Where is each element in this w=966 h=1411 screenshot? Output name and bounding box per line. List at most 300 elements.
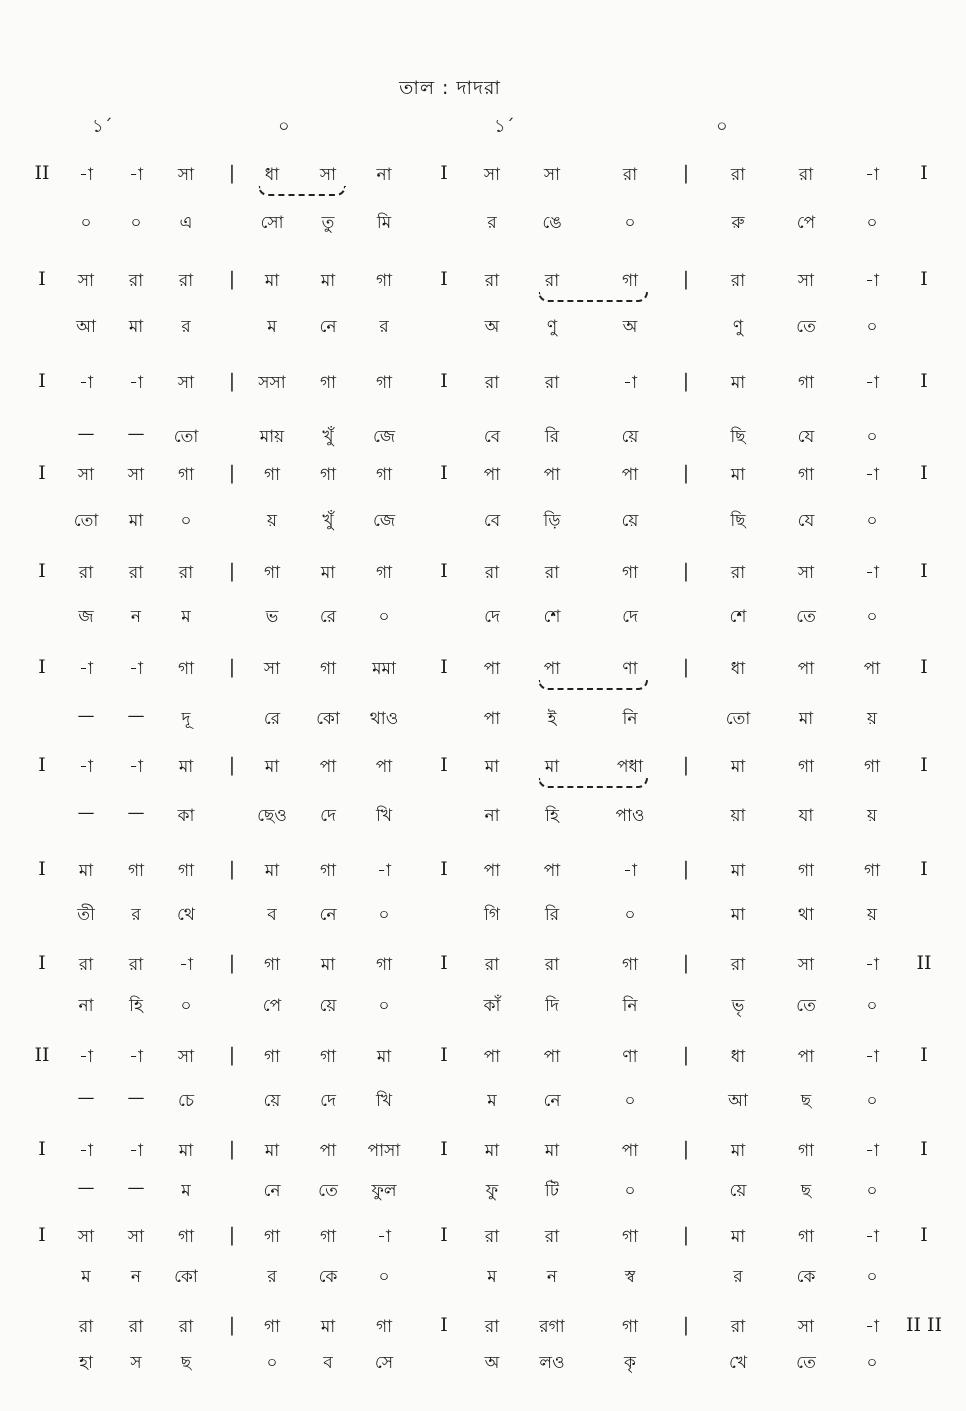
start-barline: I <box>38 268 46 290</box>
swara-note: রা <box>484 373 500 393</box>
lyric-syllable: য়ে <box>621 427 639 447</box>
lyric-syllable: কৃ <box>624 1353 636 1373</box>
swara-note: -া <box>377 1227 391 1247</box>
barline: | <box>682 1044 690 1066</box>
swara-note: পা <box>319 1141 337 1161</box>
swara-note: সা <box>77 271 95 291</box>
swara-note: গা <box>621 1227 639 1247</box>
lyric-syllable: ০ <box>266 1353 278 1373</box>
swara-note: রা <box>544 271 560 291</box>
start-barline: I <box>38 1138 46 1160</box>
lyric-syllable: ভৃ <box>731 996 745 1016</box>
barline: | <box>682 162 690 184</box>
lyric-syllable: — <box>127 424 145 444</box>
start-barline: I <box>38 858 46 880</box>
swara-note: ধা <box>730 1047 746 1067</box>
lyric-syllable: ম <box>267 317 277 337</box>
lyric-syllable: ০ <box>180 511 192 531</box>
swara-note: সসা <box>258 373 286 393</box>
swara-note: মা <box>484 1141 500 1161</box>
swara-note: -া <box>79 1141 93 1161</box>
swara-note: গা <box>177 861 195 881</box>
lyric-syllable: পা <box>483 709 501 729</box>
lyric-syllable: র <box>267 1267 277 1287</box>
lyric-syllable: নে <box>319 317 337 337</box>
swara-note: সা <box>797 563 815 583</box>
lyric-syllable: বে <box>483 511 501 531</box>
barline: | <box>682 462 690 484</box>
swara-note: মা <box>484 757 500 777</box>
lyric-syllable: ভ <box>265 607 279 627</box>
lyric-syllable: ০ <box>866 1091 878 1111</box>
swara-note: গা <box>375 373 393 393</box>
swara-note: গা <box>319 1227 337 1247</box>
lyric-syllable: যে <box>797 427 815 447</box>
swara-note: -া <box>865 165 879 185</box>
lyric-syllable: ০ <box>130 213 142 233</box>
lyric-syllable: রি <box>544 427 560 447</box>
lyric-syllable: দূ <box>181 709 191 729</box>
lyric-syllable: র <box>487 213 497 233</box>
lyric-syllable: থে <box>177 905 195 925</box>
barline: I <box>440 858 448 880</box>
start-barline: I <box>38 462 46 484</box>
lyric-syllable: নে <box>263 1181 281 1201</box>
barline: | <box>228 268 236 290</box>
end-barline: I <box>920 268 928 290</box>
lyric-syllable: যা <box>798 806 814 826</box>
swara-note: রা <box>730 563 746 583</box>
swara-note: গা <box>319 659 337 679</box>
swara-note: -া <box>865 1047 879 1067</box>
swara-note: গা <box>263 1047 281 1067</box>
lyric-syllable: ছি <box>730 511 746 531</box>
swara-note: সা <box>177 373 195 393</box>
barline: I <box>440 268 448 290</box>
swara-note: সা <box>127 465 145 485</box>
swara-note: গা <box>319 861 337 881</box>
lyric-syllable: নে <box>319 905 337 925</box>
lyric-syllable: ০ <box>866 213 878 233</box>
swara-note: -া <box>623 861 637 881</box>
lyric-syllable: — <box>127 803 145 823</box>
lyric-syllable: ন <box>130 1267 142 1287</box>
swara-note: পা <box>543 1047 561 1067</box>
lyric-syllable: কে <box>318 1267 338 1287</box>
swara-note: মা <box>544 1141 560 1161</box>
barline: | <box>682 268 690 290</box>
swara-note: -া <box>865 563 879 583</box>
swara-note: গা <box>863 861 881 881</box>
swara-note: পা <box>375 757 393 777</box>
lyric-syllable: ০ <box>378 905 390 925</box>
barline: I <box>440 560 448 582</box>
lyric-syllable: অ <box>622 317 638 337</box>
swara-note: মা <box>78 861 94 881</box>
end-barline: I <box>920 560 928 582</box>
lyric-syllable: ণু <box>546 317 558 337</box>
swara-note: গা <box>127 861 145 881</box>
swara-note: গা <box>375 563 393 583</box>
lyric-syllable: শে <box>543 607 561 627</box>
swara-note: রা <box>544 955 560 975</box>
swara-note: -া <box>865 1141 879 1161</box>
lyric-syllable: কাঁ <box>483 996 501 1016</box>
swara-note: রা <box>128 563 144 583</box>
swara-note: মা <box>730 1141 746 1161</box>
swara-note: পা <box>543 465 561 485</box>
barline: I <box>440 1044 448 1066</box>
lyric-syllable: ০ <box>866 511 878 531</box>
start-barline: II <box>34 162 50 184</box>
lyric-syllable: শে <box>729 607 747 627</box>
swara-note: পা <box>797 1047 815 1067</box>
swara-note: -া <box>129 373 143 393</box>
barline: | <box>682 656 690 678</box>
lyric-syllable: নি <box>622 709 638 729</box>
lyric-syllable: জ <box>78 607 94 627</box>
lyric-syllable: ব <box>267 905 277 925</box>
swara-note: গা <box>319 1047 337 1067</box>
lyric-syllable: র <box>379 317 389 337</box>
lyric-syllable: — <box>127 706 145 726</box>
swara-note: -া <box>129 659 143 679</box>
swara-note: ধা <box>264 165 280 185</box>
barline: I <box>440 162 448 184</box>
barline: I <box>440 1138 448 1160</box>
swara-note: গা <box>177 465 195 485</box>
swara-note: গা <box>621 1317 639 1337</box>
lyric-syllable: তী <box>77 905 95 925</box>
swara-note: গা <box>621 955 639 975</box>
lyric-syllable: বে <box>483 427 501 447</box>
swara-note: -া <box>79 1047 93 1067</box>
lyric-syllable: য়ে <box>621 511 639 531</box>
lyric-syllable: ড়ি <box>543 511 561 531</box>
start-barline: I <box>38 1224 46 1246</box>
swara-note: রা <box>484 1227 500 1247</box>
swara-note: মা <box>264 271 280 291</box>
lyric-syllable: স <box>130 1353 142 1373</box>
end-barline: I <box>920 162 928 184</box>
lyric-syllable: কো <box>316 709 340 729</box>
lyric-syllable: — <box>77 1088 95 1108</box>
swara-note: রা <box>622 165 638 185</box>
lyric-syllable: ০ <box>378 607 390 627</box>
lyric-syllable: য়ে <box>263 1091 281 1111</box>
swara-note: রা <box>78 563 94 583</box>
swara-note: -া <box>129 165 143 185</box>
swara-note: পা <box>797 659 815 679</box>
barline: | <box>228 560 236 582</box>
swara-note: সা <box>177 1047 195 1067</box>
barline: | <box>682 952 690 974</box>
swara-note: মা <box>178 757 194 777</box>
swara-note: পা <box>543 861 561 881</box>
barline: I <box>440 754 448 776</box>
swara-note: মা <box>320 1317 336 1337</box>
barline: | <box>682 560 690 582</box>
swara-note: -া <box>377 861 391 881</box>
barline: | <box>228 656 236 678</box>
swara-note: মা <box>264 861 280 881</box>
lyric-syllable: য় <box>866 905 878 925</box>
barline: I <box>440 462 448 484</box>
swara-note: সা <box>483 165 501 185</box>
barline: | <box>228 462 236 484</box>
swara-note: মা <box>544 757 560 777</box>
swara-note: সা <box>263 659 281 679</box>
start-barline: I <box>38 656 46 678</box>
start-barline: I <box>38 754 46 776</box>
lyric-syllable: — <box>127 1088 145 1108</box>
lyric-syllable: য়ে <box>729 1181 747 1201</box>
swara-note: -া <box>79 165 93 185</box>
swara-note: মা <box>730 1227 746 1247</box>
lyric-syllable: ০ <box>866 607 878 627</box>
swara-note: মা <box>376 1047 392 1067</box>
lyric-syllable: ০ <box>378 996 390 1016</box>
barline: | <box>682 370 690 392</box>
lyric-syllable: তে <box>796 996 816 1016</box>
lyric-syllable: ছ <box>180 1353 192 1373</box>
lyric-syllable: দে <box>320 1091 336 1111</box>
barline: I <box>440 1224 448 1246</box>
swara-note: -া <box>79 757 93 777</box>
lyric-syllable: রে <box>319 607 337 627</box>
lyric-syllable: ম <box>181 607 191 627</box>
lyric-syllable: তে <box>796 607 816 627</box>
lyric-syllable: ০ <box>624 905 636 925</box>
swara-note: গা <box>263 955 281 975</box>
barline: | <box>228 1314 236 1336</box>
swara-note: গা <box>263 1317 281 1337</box>
lyric-syllable: য় <box>866 709 878 729</box>
swara-note: -া <box>129 757 143 777</box>
swara-note: গা <box>177 1227 195 1247</box>
lyric-syllable: না <box>78 996 94 1016</box>
swara-note: পা <box>621 465 639 485</box>
lyric-syllable: ম <box>487 1267 497 1287</box>
swara-note: মা <box>320 955 336 975</box>
end-barline: I <box>920 1224 928 1246</box>
swara-note: গা <box>621 563 639 583</box>
swara-note: গা <box>797 861 815 881</box>
lyric-syllable: মা <box>128 511 144 531</box>
swara-note: পা <box>483 861 501 881</box>
end-barline: I <box>920 370 928 392</box>
swara-note: পা <box>543 659 561 679</box>
lyric-syllable: র <box>181 317 191 337</box>
lyric-syllable: ০ <box>866 1267 878 1287</box>
lyric-syllable: র <box>733 1267 743 1287</box>
lyric-syllable: তে <box>796 317 816 337</box>
barline: | <box>682 1314 690 1336</box>
swara-note: গা <box>863 757 881 777</box>
lyric-syllable: মা <box>798 709 814 729</box>
swara-note: মা <box>320 563 336 583</box>
lyric-syllable: মি <box>376 213 392 233</box>
lyric-syllable: সো <box>260 213 284 233</box>
swara-note: গা <box>797 1227 815 1247</box>
lyric-syllable: পে <box>262 996 282 1016</box>
slur-mark <box>538 680 648 690</box>
swara-note: -া <box>129 1047 143 1067</box>
end-barline: I <box>920 1044 928 1066</box>
lyric-syllable: ফু <box>485 1181 499 1201</box>
lyric-syllable: ফুল <box>371 1181 397 1201</box>
swara-note: গা <box>797 1141 815 1161</box>
swara-note: মা <box>730 757 746 777</box>
lyric-syllable: থা <box>798 905 814 925</box>
beat-mark-4: ০ <box>716 116 728 137</box>
slur-mark <box>538 778 648 788</box>
lyric-syllable: — <box>77 424 95 444</box>
swara-note: -া <box>129 1141 143 1161</box>
lyric-syllable: দি <box>545 996 559 1016</box>
swara-note: পা <box>483 659 501 679</box>
lyric-syllable: ই <box>547 709 557 729</box>
swara-note: রা <box>178 1317 194 1337</box>
swara-note: গা <box>797 757 815 777</box>
start-barline: I <box>38 952 46 974</box>
swara-note: রা <box>78 955 94 975</box>
swara-note: রা <box>178 271 194 291</box>
swara-note: গা <box>375 271 393 291</box>
lyric-syllable: মা <box>730 905 746 925</box>
swara-note: সা <box>797 1317 815 1337</box>
beat-mark-1: ১´ <box>92 116 113 137</box>
end-barline: I <box>920 858 928 880</box>
end-barline: I <box>920 1138 928 1160</box>
lyric-syllable: ০ <box>866 1353 878 1373</box>
swara-note: রা <box>544 373 560 393</box>
lyric-syllable: পাও <box>615 806 645 826</box>
lyric-syllable: — <box>127 1178 145 1198</box>
lyric-syllable: মা <box>128 317 144 337</box>
lyric-syllable: ০ <box>866 996 878 1016</box>
swara-note: -া <box>865 271 879 291</box>
lyric-syllable: খি <box>375 806 393 826</box>
lyric-syllable: লও <box>539 1353 565 1373</box>
lyric-syllable: মায় <box>259 427 285 447</box>
swara-note: পাসা <box>367 1141 401 1161</box>
swara-note: -া <box>79 659 93 679</box>
lyric-syllable: তো <box>725 709 751 729</box>
barline: I <box>440 952 448 974</box>
swara-note: সা <box>77 1227 95 1247</box>
lyric-syllable: য় <box>866 806 878 826</box>
swara-note: পধা <box>617 757 643 777</box>
swara-note: মা <box>730 373 746 393</box>
swara-note: মা <box>178 1141 194 1161</box>
lyric-syllable: জে <box>372 427 396 447</box>
swara-note: -া <box>79 373 93 393</box>
barline: | <box>682 1224 690 1246</box>
swara-note: পা <box>621 1141 639 1161</box>
swara-note: মা <box>264 1141 280 1161</box>
swara-note: গা <box>263 1227 281 1247</box>
swara-note: মা <box>320 271 336 291</box>
swara-note: না <box>376 165 392 185</box>
start-barline: I <box>38 370 46 392</box>
lyric-syllable: নে <box>543 1091 561 1111</box>
barline: | <box>228 1224 236 1246</box>
swara-note: গা <box>797 465 815 485</box>
swara-note: সা <box>797 955 815 975</box>
lyric-syllable: রে <box>263 709 281 729</box>
swara-note: রা <box>544 1227 560 1247</box>
swara-note: রা <box>730 955 746 975</box>
swara-note: রা <box>544 563 560 583</box>
swara-note: গা <box>263 465 281 485</box>
end-barline: I <box>920 754 928 776</box>
lyric-syllable: — <box>77 706 95 726</box>
lyric-syllable: তু <box>321 213 335 233</box>
swara-note: -া <box>865 373 879 393</box>
lyric-syllable: কা <box>177 806 195 826</box>
swara-note: গা <box>319 373 337 393</box>
swara-note: -া <box>865 465 879 485</box>
swara-note: গা <box>375 955 393 975</box>
lyric-syllable: য়ে <box>319 996 337 1016</box>
swara-note: পা <box>483 465 501 485</box>
lyric-syllable: দে <box>320 806 336 826</box>
lyric-syllable: চে <box>177 1091 195 1111</box>
lyric-syllable: র <box>131 905 141 925</box>
lyric-syllable: জে <box>372 511 396 531</box>
swara-note: সা <box>797 271 815 291</box>
lyric-syllable: — <box>77 1178 95 1198</box>
lyric-syllable: স্ব <box>624 1267 636 1287</box>
swara-note: মা <box>730 465 746 485</box>
barline: I <box>440 656 448 678</box>
swara-note: গা <box>177 659 195 679</box>
lyric-syllable: দে <box>484 607 500 627</box>
swara-note: গা <box>797 373 815 393</box>
swara-note: সা <box>77 465 95 485</box>
barline: | <box>228 162 236 184</box>
swara-note: গা <box>319 465 337 485</box>
swara-note: গা <box>375 465 393 485</box>
lyric-syllable: অ <box>484 317 500 337</box>
start-barline: II <box>34 1044 50 1066</box>
lyric-syllable: দে <box>622 607 638 627</box>
lyric-syllable: ০ <box>378 1267 390 1287</box>
swara-note: মা <box>264 757 280 777</box>
lyric-syllable: খুঁ <box>322 427 334 447</box>
barline: | <box>228 1044 236 1066</box>
swara-note: রা <box>128 1317 144 1337</box>
lyric-syllable: ছেও <box>257 806 287 826</box>
swara-note: -া <box>623 373 637 393</box>
swara-note: সা <box>177 165 195 185</box>
swara-note: রা <box>128 955 144 975</box>
swara-note: ণা <box>622 1047 638 1067</box>
end-barline: II II <box>905 1314 943 1336</box>
lyric-syllable: সে <box>374 1353 394 1373</box>
beat-mark-3: ১´ <box>494 116 515 137</box>
barline: I <box>440 1314 448 1336</box>
lyric-syllable: ছ <box>800 1181 812 1201</box>
barline: | <box>228 858 236 880</box>
lyric-syllable: পে <box>796 213 816 233</box>
lyric-syllable: ০ <box>624 1181 636 1201</box>
lyric-syllable: তো <box>73 511 99 531</box>
end-barline: I <box>920 656 928 678</box>
swara-note: রগা <box>539 1317 565 1337</box>
swara-note: রা <box>484 563 500 583</box>
